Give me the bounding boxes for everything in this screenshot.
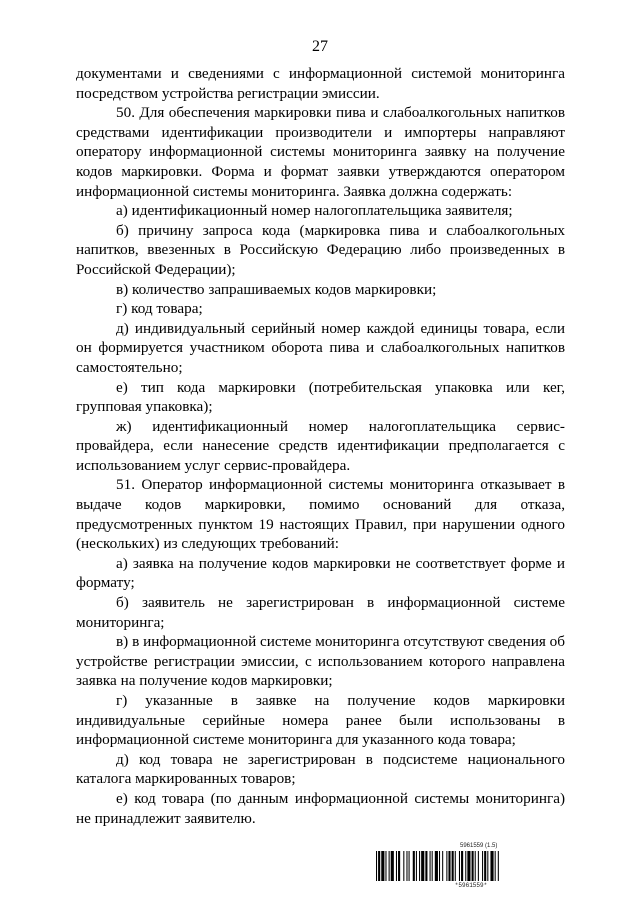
paragraph: 50. Для обеспечения маркировки пива и слабоалкогольных напитков средствами идентификации производители и импортеры направляют оператору информационной системы мониторинга заявку на получение кодов маркировки. Форма и формат заявки утверждаются оператором информационной системы мониторинга. Заявка должна содержать:: [76, 104, 565, 200]
paragraph: в) количество запрашиваемых кодов маркировки;: [116, 280, 437, 298]
barcode-bar: [487, 851, 488, 881]
paragraph: д) код товара не зарегистрирован в подсистеме национального каталога маркированных товаров;: [76, 750, 565, 788]
barcode-bar: [430, 851, 431, 881]
barcode-bar: [442, 851, 443, 881]
document-code: 5961559 (1.5): [460, 843, 498, 849]
barcode-bar: [478, 851, 479, 881]
barcode-bar: [495, 851, 496, 881]
body-text: [76, 64, 565, 828]
barcode-bar: [461, 851, 463, 881]
paragraph: документами и сведениями с информационной системой мониторинга посредством устройства регистрации эмиссии.: [76, 65, 565, 102]
barcode-bar: [419, 851, 420, 881]
barcode-bar: [406, 851, 407, 881]
barcode-bar: [425, 851, 427, 881]
barcode-bar: [398, 851, 400, 881]
paragraph: в) в информационной системе мониторинга отсутствуют сведения об устройстве регистрации эмиссии, с использованием которого направлена заявка на получение кодов маркировки;: [76, 633, 565, 690]
barcode-bar: [421, 851, 424, 881]
paragraph: г) указанные в заявке на получение кодов маркировки индивидуальные серийные номера ранее были использованы в информационной системе мониторинга для указанного кода товара;: [76, 692, 565, 749]
paragraph: ж) идентификационный номер налогоплательщика сервис-провайдера, если нанесение средств идентификации предполагается с использованием услуг сервис-провайдера.: [76, 417, 565, 474]
barcode-bar: [459, 851, 460, 881]
barcode-bar: [403, 851, 404, 881]
barcode-bar: [391, 851, 394, 881]
barcode-bar: [472, 851, 474, 881]
page-number: 27: [312, 38, 328, 55]
paragraph: 51. Оператор информационной системы мониторинга отказывает в выдаче кодов маркировки, помимо оснований для отказа, предусмотренных пунктом 19 настоящих Правил, при нарушении одного (нескольких) из следующих требований:: [76, 476, 565, 553]
barcode-bar: [446, 851, 447, 881]
barcode-bar: [378, 851, 380, 881]
paragraph: а) идентификационный номер налогоплательщика заявителя;: [116, 202, 513, 220]
barcode-bar: [435, 851, 438, 881]
paragraph: б) причину запроса кода (маркировка пива и слабоалкогольных напитков, ввезенных в Российскую Федерацию либо произведенных в Российской Федерации);: [76, 221, 565, 278]
paragraph: а) заявка на получение кодов маркировки не соответствует форме и формату;: [76, 554, 565, 592]
barcode-bar: [498, 851, 499, 881]
paragraph: д) индивидуальный серийный номер каждой единицы товара, если он формируется участником оборота пива и слабоалкогольных напитков самостоятельно;: [76, 319, 565, 376]
barcode-bar: [416, 851, 417, 881]
barcode-bar: [452, 851, 454, 881]
barcode: [376, 851, 566, 881]
paragraph: е) тип кода маркировки (потребительская упаковка или кег, групповая упаковка);: [76, 378, 565, 416]
barcode-bar: [467, 851, 470, 881]
barcode-bar: [482, 851, 483, 881]
barcode-bar: [490, 851, 493, 881]
barcode-bar: [455, 851, 456, 881]
barcode-bar: [413, 851, 415, 881]
paragraph: б) заявитель не зарегистрирован в информационной системе мониторинга;: [76, 594, 565, 631]
barcode-text: *5961559*: [454, 882, 488, 889]
barcode-bar: [389, 851, 390, 881]
paragraph: г) код товара;: [116, 300, 203, 318]
barcode-bar: [376, 851, 377, 881]
barcode-bar: [484, 851, 486, 881]
paragraph: е) код товара (по данным информационной системы мониторинга) не принадлежит заявителю.: [76, 789, 565, 827]
barcode-bar: [432, 851, 433, 881]
barcode-bar: [475, 851, 476, 881]
barcode-bar: [381, 851, 384, 881]
barcode-bar: [396, 851, 397, 881]
barcode-bar: [385, 851, 386, 881]
barcode-bar: [448, 851, 450, 881]
barcode-bar: [465, 851, 466, 881]
barcode-bar: [409, 851, 410, 881]
barcode-bar: [439, 851, 440, 881]
